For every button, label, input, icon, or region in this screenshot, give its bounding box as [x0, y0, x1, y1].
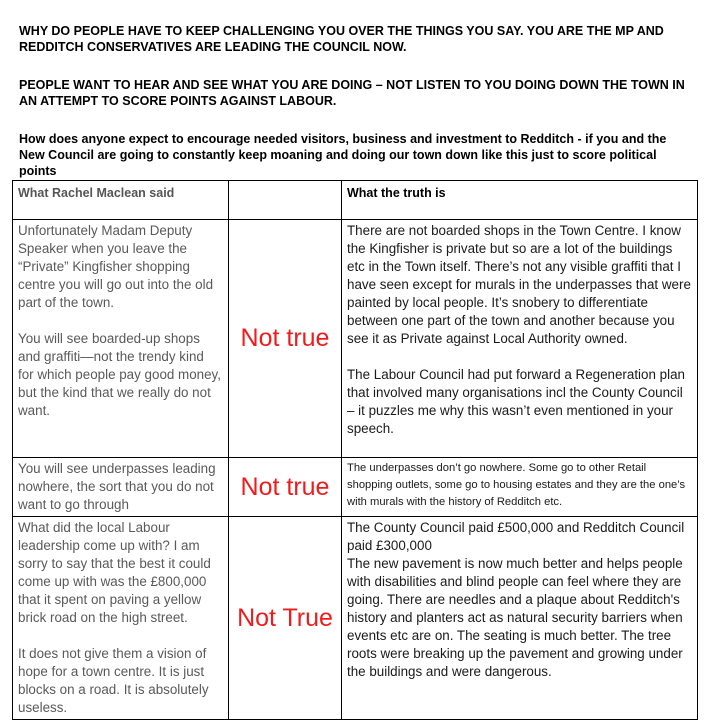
truth-cell: [342, 517, 698, 720]
table-header-row: [13, 181, 698, 220]
quote-text: What did the local Labour leadership come up with? I am sorry to say that the best it could come up with was the £800,000 that it spent on paving a yellow brick road on the high street.: [18, 520, 211, 625]
column-header-said: What Rachel Maclean said: [13, 181, 229, 220]
quote-cell: [13, 458, 229, 517]
header-paragraph-3: How does anyone expect to encourage needed visitors, business and investment to Redditch - if you and the New Council are going to constantly keep moaning and doing our town down like this just to score political points: [19, 132, 667, 178]
verdict-cell: [229, 458, 342, 517]
quote-text: It does not give them a vision of hope for a town centre. It is just blocks on a road. It is absolutely useless.: [18, 646, 209, 715]
truth-text: The new pavement is now much better and helps people with disabilities and blind people can feel where they are going. There are needles and a plaque about Redditch's history and planters act as natural security barriers when events etc are on. The seating is much better. The tree roots were breaking up the pavement and growing under the buildings and were dangerous.: [347, 556, 683, 679]
truth-cell: [342, 220, 698, 458]
verdict-cell: [229, 220, 342, 458]
quote-text: You will see boarded-up shops and graffiti—not the trendy kind for which people pay good money, but the kind that we really do not want.: [18, 331, 221, 418]
fact-check-table: [12, 180, 698, 720]
column-header-verdict: [229, 181, 342, 220]
quote-cell: [13, 517, 229, 720]
truth-text: The underpasses don’t go nowhere. Some go to other Retail shopping outlets, some go to housing estates and they are the one’s with murals with the history of Redditch etc.: [347, 462, 686, 508]
truth-cell: [342, 458, 698, 517]
verdict-cell: [229, 517, 342, 720]
table-row: [13, 517, 698, 720]
header-paragraph-2: PEOPLE WANT TO HEAR AND SEE WHAT YOU ARE DOING – NOT LISTEN TO YOU DOING DOWN THE TOWN IN AN ATTEMPT TO SCORE POINTS AGAINST LABOUR.: [19, 78, 685, 108]
header-paragraph-1: WHY DO PEOPLE HAVE TO KEEP CHALLENGING YOU OVER THE THINGS YOU SAY. YOU ARE THE MP AND REDDITCH CONSERVATIVES ARE LEADING THE COUNCIL NOW.: [19, 24, 664, 54]
truth-text: The Labour Council had put forward a Regeneration plan that involved many organisations incl the County Council – it puzzles me why this wasn’t even mentioned in your speech.: [347, 367, 685, 436]
quote-text: Unfortunately Madam Deputy Speaker when you leave the “Private” Kingfisher shopping centre you will go out into the old part of the town.: [18, 223, 214, 310]
quote-text: You will see underpasses leading nowhere, the sort that you do not want to go through: [18, 461, 216, 512]
truth-text: The County Council paid £500,000 and Redditch Council paid £300,000: [347, 520, 685, 553]
verdict-label: Not true: [240, 324, 330, 352]
table-row: [13, 458, 698, 517]
quote-cell: [13, 220, 229, 458]
verdict-label: Not true: [240, 472, 330, 501]
verdict-label: Not True: [237, 603, 333, 632]
table-row: [13, 220, 698, 458]
truth-text: There are not boarded shops in the Town Centre. I know the Kingfisher is private but so are a lot of the buildings etc in the Town itself. There’s not any visible graffiti that I have seen except for murals in the underpasses that were painted by local people. It’s snobery to differentiate between one part of the town and another because you see it as Private against Local Authority owned.: [347, 223, 691, 346]
column-header-truth: What the truth is: [342, 181, 698, 220]
